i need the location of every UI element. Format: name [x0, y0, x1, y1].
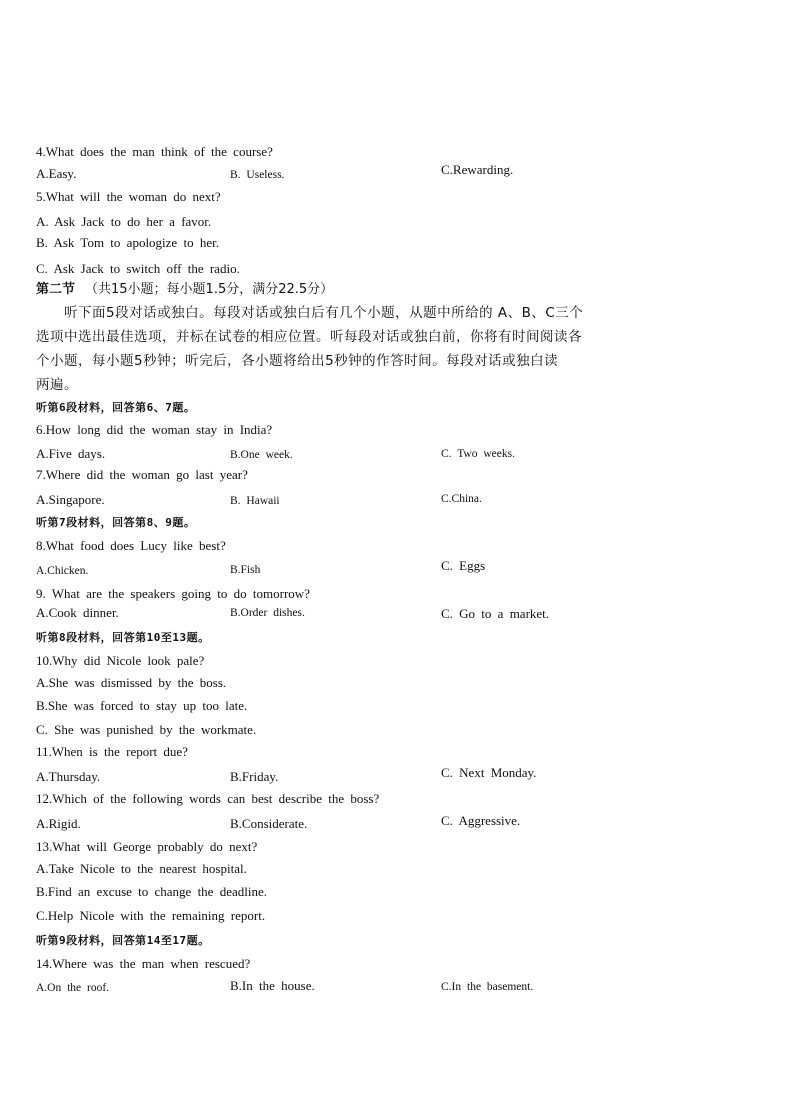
question-6-option-b[interactable]: B.One week.: [230, 449, 293, 461]
question-5-option-a[interactable]: A. Ask Jack to do her a favor.: [36, 214, 212, 229]
question-8-option-a[interactable]: A.Chicken.: [36, 565, 89, 577]
question-12-stem: 12.Which of the following words can best describe the boss?: [36, 791, 380, 806]
question-11-option-a[interactable]: A.Thursday.: [36, 769, 101, 784]
question-12-option-a[interactable]: A.Rigid.: [36, 816, 81, 831]
material-7-label: 听第7段材料，回答第8、9题。: [36, 516, 196, 529]
material-9-label: 听第9段材料，回答第14至17题。: [36, 934, 210, 947]
question-13-stem: 13.What will George probably do next?: [36, 839, 258, 854]
question-14-option-c[interactable]: C.In the basement.: [441, 981, 534, 993]
question-4-option-a[interactable]: A.Easy.: [36, 166, 77, 181]
question-7-stem: 7.Where did the woman go last year?: [36, 467, 248, 482]
instructions-line-1: 听下面5段对话或独白。每段对话或独白后有几个小题，从题中所给的 A、B、C三个: [64, 305, 584, 321]
question-5-stem: 5.What will the woman do next?: [36, 189, 221, 204]
question-6-option-c[interactable]: C. Two weeks.: [441, 448, 515, 460]
question-10-option-b[interactable]: B.She was forced to stay up too late.: [36, 698, 248, 713]
question-9-option-b[interactable]: B.Order dishes.: [230, 607, 305, 619]
question-14-option-a[interactable]: A.On the roof.: [36, 982, 110, 994]
material-8-label: 听第8段材料，回答第10至13题。: [36, 631, 210, 644]
question-14-option-b[interactable]: B.In the house.: [230, 978, 315, 993]
question-11-stem: 11.When is the report due?: [36, 744, 188, 759]
question-7-option-b[interactable]: B. Hawaii: [230, 495, 280, 507]
question-7-option-c[interactable]: C.China.: [441, 493, 482, 505]
section-2-title: 第二节: [36, 282, 76, 297]
question-13-option-c[interactable]: C.Help Nicole with the remaining report.: [36, 908, 266, 923]
instructions-line-3: 个小题，每小题5秒钟；听完后，各小题将给出5秒钟的作答时间。每段对话或独白读: [36, 353, 559, 369]
question-11-option-b[interactable]: B.Friday.: [230, 769, 279, 784]
question-4-stem: 4.What does the man think of the course?: [36, 144, 273, 159]
question-7-option-a[interactable]: A.Singapore.: [36, 492, 105, 507]
question-12-option-b[interactable]: B.Considerate.: [230, 816, 308, 831]
question-10-option-c[interactable]: C. She was punished by the workmate.: [36, 722, 257, 737]
instructions-line-2: 选项中选出最佳选项，并标在试卷的相应位置。听每段对话或独白前，你将有时间阅读各: [36, 329, 582, 345]
question-13-option-b[interactable]: B.Find an excuse to change the deadline.: [36, 884, 267, 899]
question-4-option-b[interactable]: B. Useless.: [230, 169, 285, 181]
question-9-stem: 9. What are the speakers going to do tomorrow?: [36, 586, 310, 601]
question-10-stem: 10.Why did Nicole look pale?: [36, 653, 205, 668]
question-13-option-a[interactable]: A.Take Nicole to the nearest hospital.: [36, 861, 247, 876]
question-11-option-c[interactable]: C. Next Monday.: [441, 765, 537, 780]
question-9-option-c[interactable]: C. Go to a market.: [441, 606, 550, 621]
section-2-header: [36, 282, 333, 298]
question-5-option-c[interactable]: C. Ask Jack to switch off the radio.: [36, 261, 240, 276]
instructions-line-4: 两遍。: [36, 377, 78, 393]
question-8-option-c[interactable]: C. Eggs: [441, 558, 486, 573]
question-9-option-a[interactable]: A.Cook dinner.: [36, 605, 119, 620]
question-10-option-a[interactable]: A.She was dismissed by the boss.: [36, 675, 227, 690]
material-6-label: 听第6段材料，回答第6、7题。: [36, 401, 196, 414]
question-6-stem: 6.How long did the woman stay in India?: [36, 422, 273, 437]
question-6-option-a[interactable]: A.Five days.: [36, 446, 106, 461]
question-8-option-b[interactable]: B.Fish: [230, 564, 261, 576]
section-2-meta: （共15小题；每小题1.5分，满分22.5分）: [85, 282, 334, 297]
question-4-option-c[interactable]: C.Rewarding.: [441, 162, 514, 177]
question-14-stem: 14.Where was the man when rescued?: [36, 956, 251, 971]
question-5-option-b[interactable]: B. Ask Tom to apologize to her.: [36, 235, 219, 250]
question-8-stem: 8.What food does Lucy like best?: [36, 538, 226, 553]
question-12-option-c[interactable]: C. Aggressive.: [441, 813, 521, 828]
